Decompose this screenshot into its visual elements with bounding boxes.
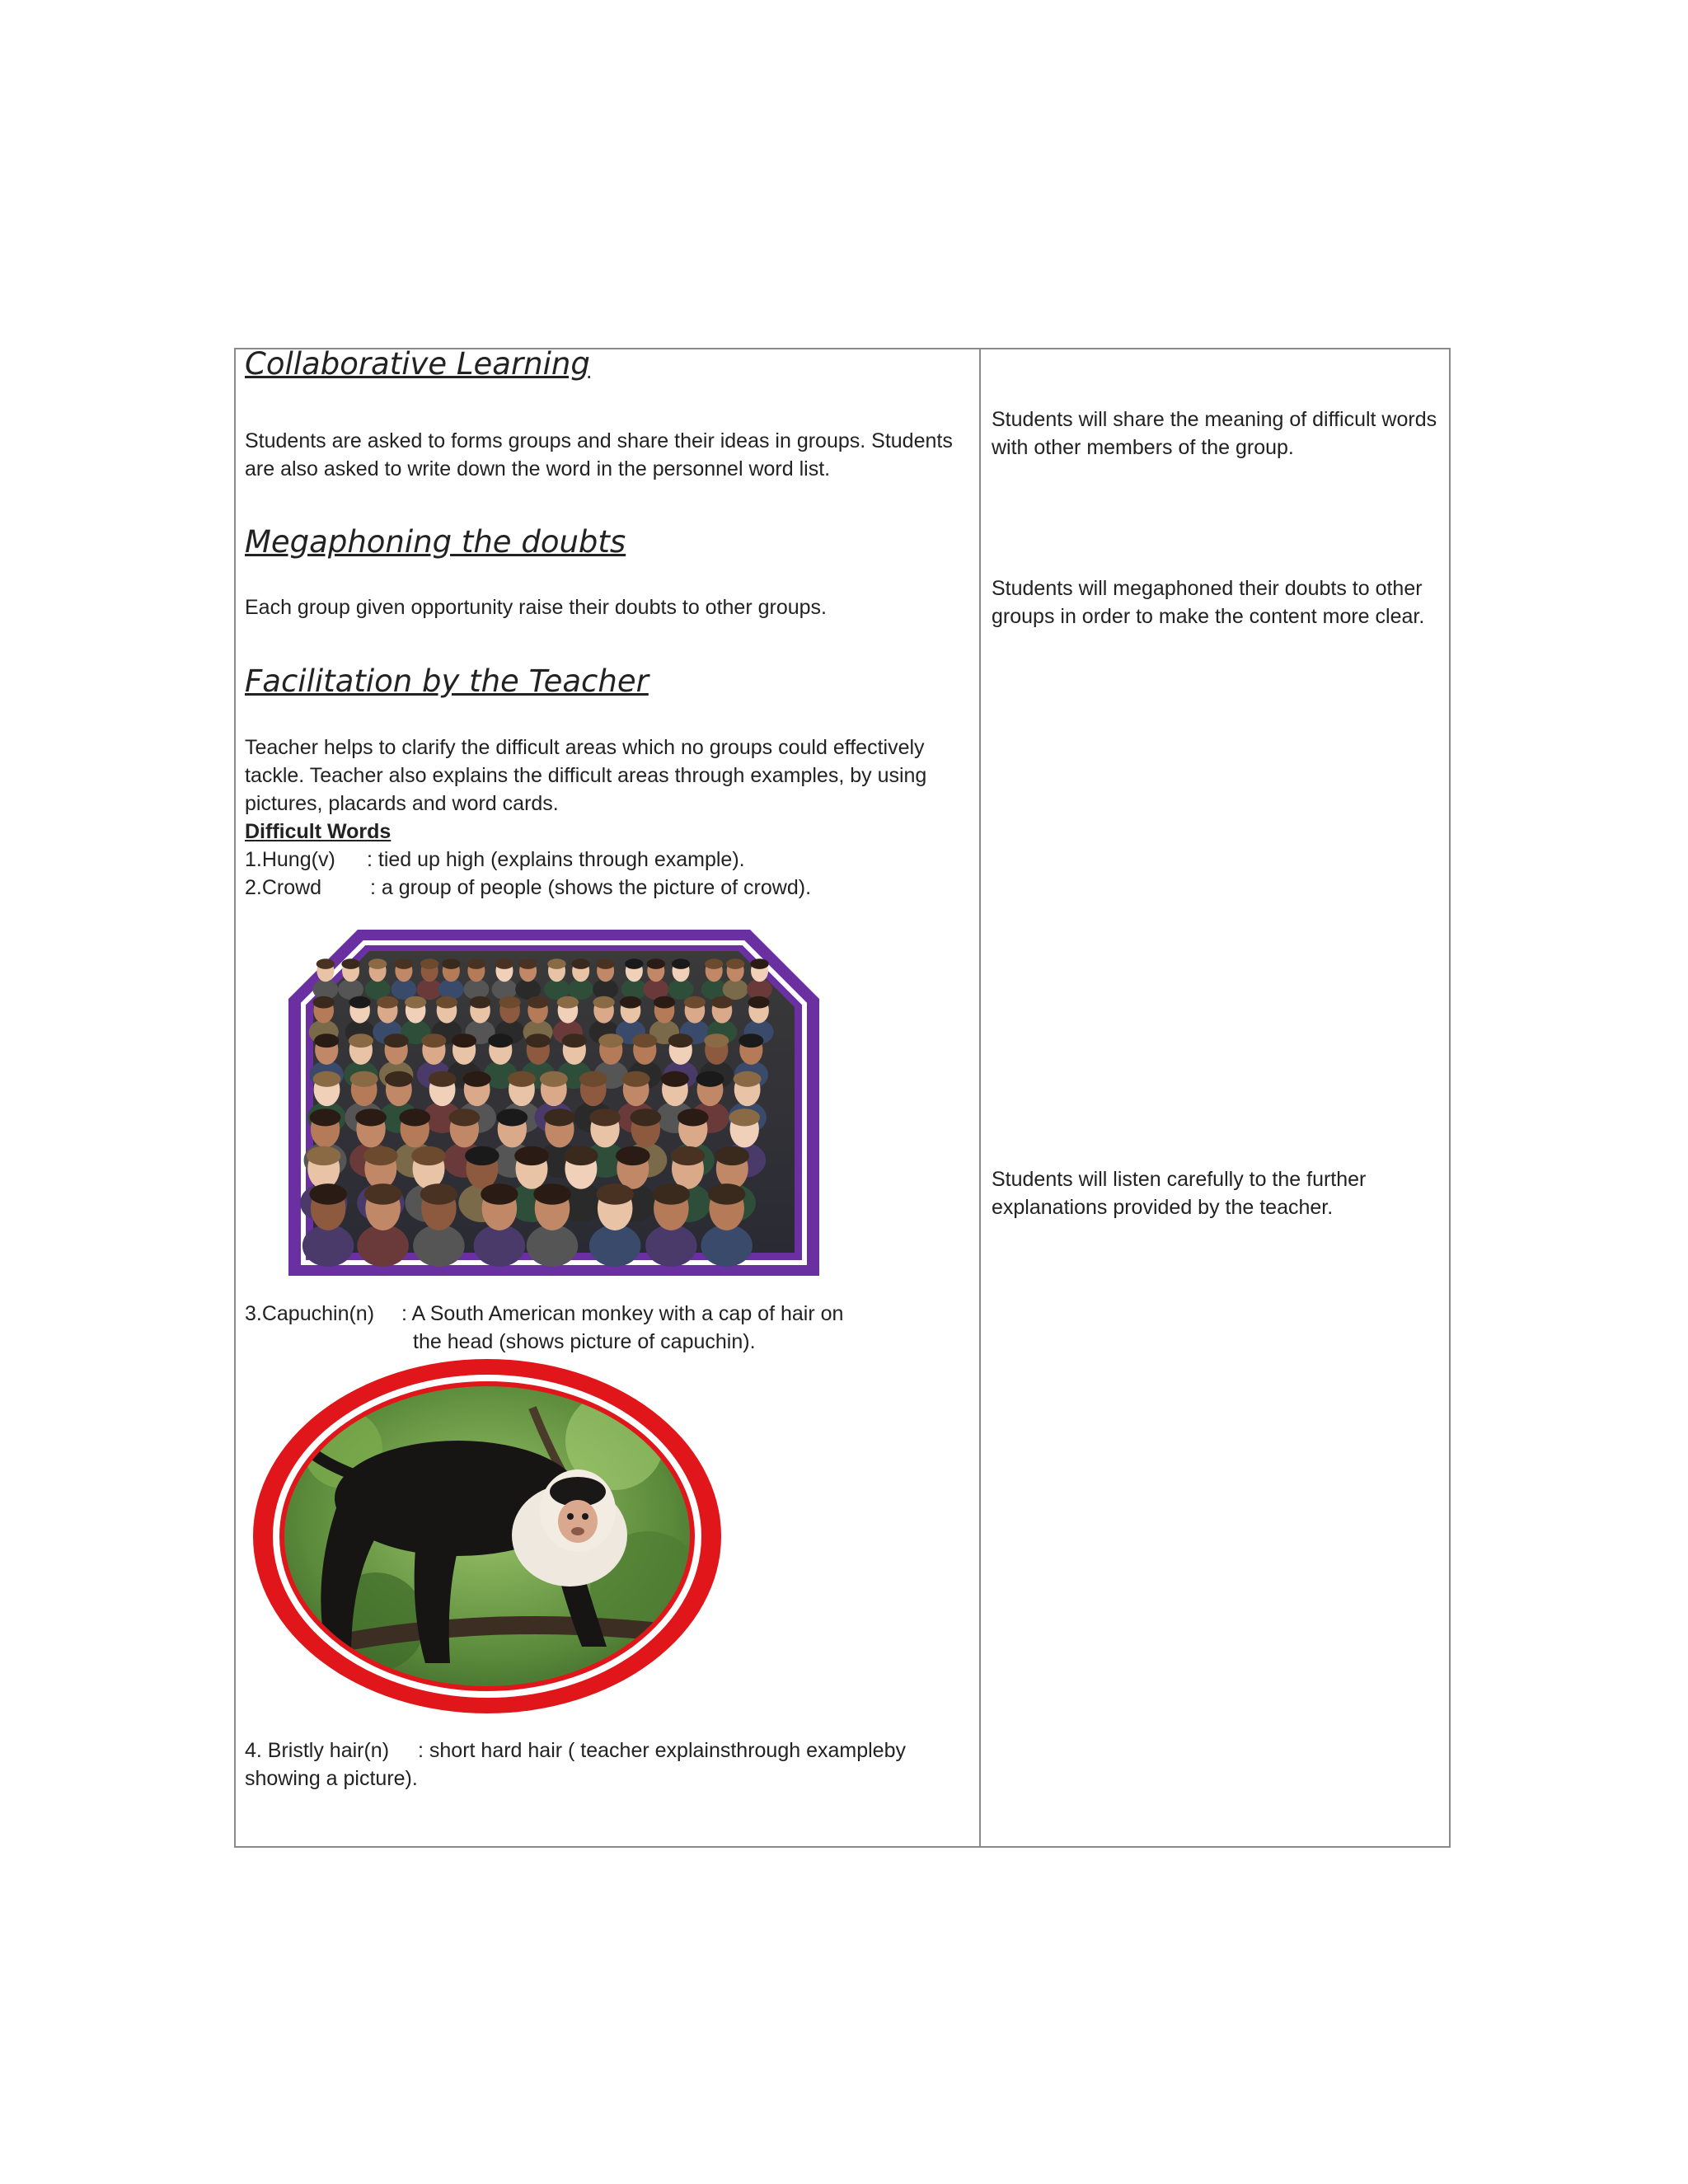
facilitation-response: Students will listen carefully to the further explanations provided by the teacher.: [992, 1168, 1367, 1219]
facilitation-text: Teacher helps to clarify the difficult areas which no groups could effectively tackle. Teacher also explains the difficult areas through examples, by using pictures, placards and word cards.: [245, 736, 927, 815]
crowd-picture: [288, 930, 819, 1276]
word-list-item: [245, 1736, 906, 1765]
heading-megaphoning-doubts: Megaphoning the doubts: [245, 524, 626, 560]
word-term: 1.Hung(v): [245, 848, 335, 871]
megaphoning-text: Each group given opportunity raise their doubts to other groups.: [245, 596, 827, 619]
word-list-item: [245, 1300, 843, 1328]
word-meaning-continued: showing a picture).: [245, 1767, 418, 1790]
capuchin-picture: [252, 1358, 722, 1714]
word-meaning: : a group of people (shows the picture of crowd).: [370, 876, 812, 899]
word-term: 4. Bristly hair(n): [245, 1739, 390, 1762]
word-term: 3.Capuchin(n): [245, 1302, 375, 1325]
word-meaning: : tied up high (explains through example).: [367, 848, 745, 871]
column-divider: [979, 348, 981, 1848]
heading-facilitation-teacher: Facilitation by the Teacher: [245, 663, 649, 699]
collaborative-learning-response: Students will share the meaning of difficult words with other members of the group.: [992, 408, 1437, 459]
collaborative-learning-text: Students are asked to forms groups and share their ideas in groups. Students are also asked to write down the word in the personnel word list.: [245, 429, 953, 480]
word-meaning: : A South American monkey with a cap of hair on: [401, 1302, 844, 1325]
word-meaning-continued: the head (shows picture of capuchin).: [413, 1330, 756, 1353]
word-list-item: [245, 846, 745, 874]
word-meaning: : short hard hair ( teacher explainsthrough exampleby: [418, 1739, 906, 1762]
word-term: 2.Crowd: [245, 876, 322, 899]
word-list-item: [245, 874, 811, 902]
heading-collaborative-learning: Collaborative Learning: [245, 346, 590, 382]
megaphoning-response: Students will megaphoned their doubts to other groups in order to make the content more clear.: [992, 577, 1425, 628]
difficult-words-label: Difficult Words: [245, 820, 392, 843]
